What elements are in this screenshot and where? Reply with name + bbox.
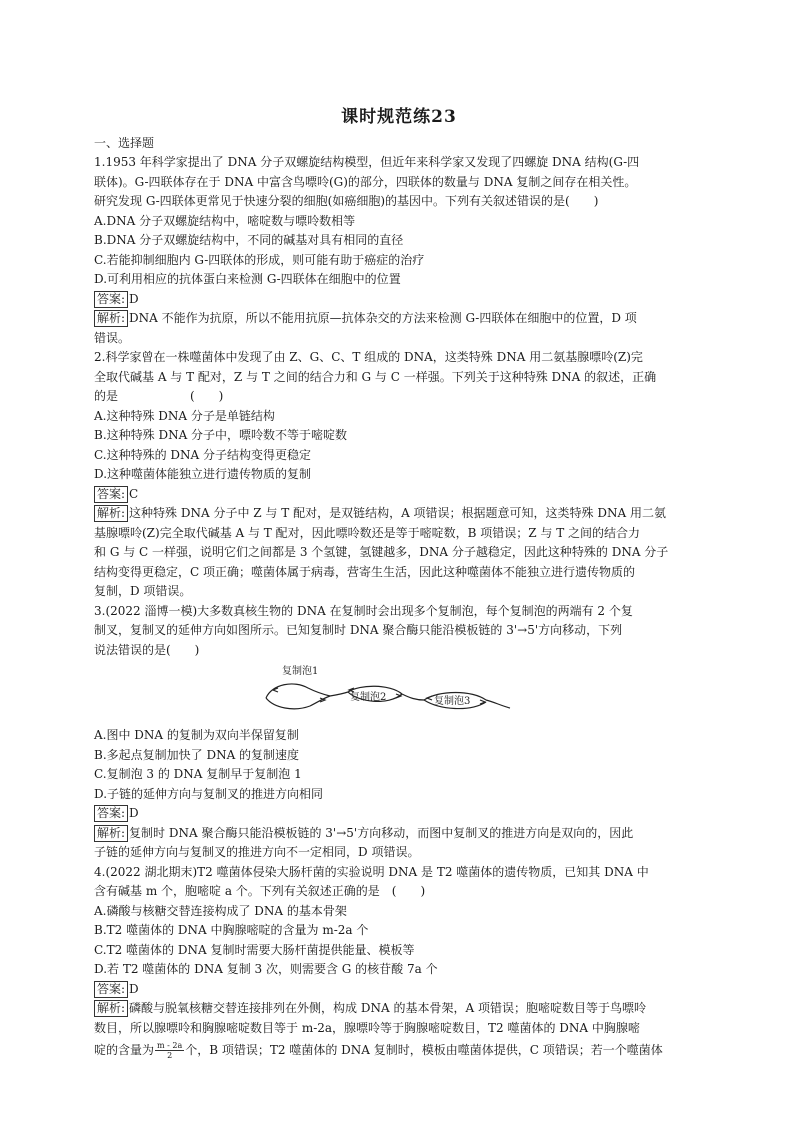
q3-analysis [94,824,704,844]
analysis-text: 复制时 DNA 聚合酶只能沿模板链的 3'→5'方向移动，而图中复制叉的推进方向是双向的，因此 [129,825,634,840]
answer-value: D [129,806,139,820]
q4-stem-line: 含有碱基 m 个，胞嘧啶 a 个。下列有关叙述正确的是 ( ) [94,884,426,898]
section-heading: 一、选择题 [94,136,155,150]
q3-stem-line: 说法错误的是( ) [94,642,200,657]
q1-option-a: A.DNA 分子双螺旋结构中，嘧啶数与嘌呤数相等 [94,213,356,228]
q3-analysis-line: 子链的延伸方向与复制叉的推进方向不一定相同，D 项错误。 [94,845,420,859]
q3-stem-line: 制叉，复制叉的延伸方向如图所示。已知复制时 DNA 聚合酶只能沿模板链的 3'→5'方向移动，下列 [94,623,623,637]
fraction-numerator: m - 2a [157,1041,183,1050]
q1-analysis-line: 错误。 [94,330,131,345]
q4-analysis-line: 数目，所以腺嘌呤和胸腺嘧啶数目等于 m-2a，腺嘌呤等于胸腺嘧啶数目，T2 噬菌体的 DNA 中胸腺嘧 [94,1020,640,1035]
replication-bubble-figure [94,662,704,724]
fraction-denominator: 2 [167,1051,173,1060]
answer-tag: 答案: [94,486,128,503]
q3-option-d: D.子链的延伸方向与复制叉的推进方向相同 [94,786,324,801]
question-1 [94,153,704,348]
analysis-text: DNA 不能作为抗原，所以不能用抗原—抗体杂交的方法来检测 G-四联体在细胞中的位置，D 项 [129,311,637,325]
q1-stem-line: 研究发现 G-四联体更常见于快速分裂的细胞(如癌细胞)的基因中。下列有关叙述错误的是( ) [94,194,599,208]
q2-stem-line: 全取代碱基 A 与 T 配对，Z 与 T 之间的结合力和 G 与 C 一样强。下列关于这种特殊 DNA 的叙述，正确 [94,369,657,384]
q4-answer [94,980,704,1000]
q1-option-d: D.可利用相应的抗体蛋白来检测 G-四联体在细胞中的位置 [94,272,401,286]
analysis-tag: 解析: [94,505,128,522]
question-4 [94,863,704,1063]
analysis-text: 这种特殊 DNA 分子中 Z 与 T 配对，是双链结构，A 项错误；根据题意可知，这类特殊 DNA 用二氨 [129,506,666,520]
question-2 [94,348,704,602]
analysis-tag: 解析: [94,1000,128,1017]
q4-option-c: C.T2 噬菌体的 DNA 复制时需要大肠杆菌提供能量、模板等 [94,942,415,957]
analysis-text: 磷酸与脱氧核糖交替连接排列在外侧，构成 DNA 的基本骨架，A 项错误；胞嘧啶数目等于鸟嘌呤 [129,1001,646,1015]
q1-option-c: C.若能抑制细胞内 G-四联体的形成，则可能有助于癌症的治疗 [94,252,425,267]
q2-option-a: A.这种特殊 DNA 分子是单链结构 [94,408,275,423]
question-3 [94,602,704,863]
replication-diagram [264,662,524,724]
q3-option-c: C.复制泡 3 的 DNA 复制早于复制泡 1 [94,767,302,781]
q4-analysis-line [94,1038,704,1062]
q2-analysis-line: 结构变得更稳定，C 项正确；噬菌体属于病毒，营寄生生活，因此这种噬菌体不能独立进行遗传物质的 [94,564,636,579]
q4-analysis-text-pre: 啶的含量为 [94,1043,155,1057]
analysis-tag: 解析: [94,310,128,327]
analysis-tag: 解析: [94,825,128,842]
answer-tag: 答案: [94,805,128,822]
q4-stem-line: 4.(2022 湖北期末)T2 噬菌体侵染大肠杆菌的实验说明 DNA 是 T2 噬菌体的遗传物质，已知其 DNA 中 [94,864,649,879]
q3-answer [94,804,704,824]
page-title: 课时规范练23 [341,107,457,127]
q4-option-a: A.磷酸与核糖交替连接构成了 DNA 的基本骨架 [94,903,347,918]
q2-option-d: D.这种噬菌体能独立进行遗传物质的复制 [94,467,312,481]
q2-stem-line: 2.科学家曾在一株噬菌体中发现了由 Z、G、C、T 组成的 DNA，这类特殊 DNA 用二氨基腺嘌呤(Z)完 [94,350,643,364]
q1-option-b: B.DNA 分子双螺旋结构中，不同的碱基对具有相同的直径 [94,233,404,247]
q4-analysis [94,999,704,1019]
answer-value: D [129,291,139,306]
bubble-2-label: 复制泡2 [350,692,387,703]
q2-analysis-line: 复制，D 项错误。 [94,584,192,598]
q2-analysis [94,504,704,524]
answer-value: C [129,486,139,501]
q1-analysis [94,309,704,329]
q2-option-c: C.这种特殊的 DNA 分子结构变得更稳定 [94,447,311,462]
answer-tag: 答案: [94,291,128,308]
document-page [94,96,704,1062]
q4-option-d: D.若 T2 噬菌体的 DNA 复制 3 次，则需要含 G 的核苷酸 7a 个 [94,962,438,976]
q2-analysis-line: 和 G 与 C 一样强，说明它们之间都是 3 个氢键，氢键越多，DNA 分子越稳定，因此这种特殊的 DNA 分子 [94,545,669,559]
q3-option-a: A.图中 DNA 的复制为双向半保留复制 [94,728,299,742]
q2-stem-line: 的是 ( ) [94,389,224,403]
q1-stem-line: 联体)。G-四联体存在于 DNA 中富含鸟嘌呤(G)的部分，四联体的数量与 DNA 复制之间存在相关性。 [94,174,637,189]
bubble-3-label: 复制泡3 [434,696,471,707]
q2-option-b: B.这种特殊 DNA 分子中，嘌呤数不等于嘧啶数 [94,428,348,442]
answer-value: D [129,981,139,996]
answer-tag: 答案: [94,981,128,998]
q1-stem-line: 1.1953 年科学家提出了 DNA 分子双螺旋结构模型，但近年来科学家又发现了四螺旋 DNA 结构(G-四 [94,155,640,169]
q3-option-b: B.多起点复制加快了 DNA 的复制速度 [94,747,300,762]
q2-analysis-line: 基腺嘌呤(Z)完全取代碱基 A 与 T 配对，因此嘌呤数还是等于嘧啶数，B 项错误；Z 与 T 之间的结合力 [94,525,641,540]
q3-stem-line: 3.(2022 淄博一模)大多数真核生物的 DNA 在复制时会出现多个复制泡，每个复制泡的两端有 2 个复 [94,603,633,618]
q1-answer [94,290,704,310]
q2-answer [94,485,704,505]
q4-analysis-text-post: 个，B 项错误；T2 噬菌体的 DNA 复制时，模板由噬菌体提供，C 项错误；若一个噬菌体 [185,1043,663,1057]
q4-option-b: B.T2 噬菌体的 DNA 中胸腺嘧啶的含量为 m-2a 个 [94,923,369,937]
bubble-1-label: 复制泡1 [282,666,319,677]
fraction [155,1041,184,1060]
